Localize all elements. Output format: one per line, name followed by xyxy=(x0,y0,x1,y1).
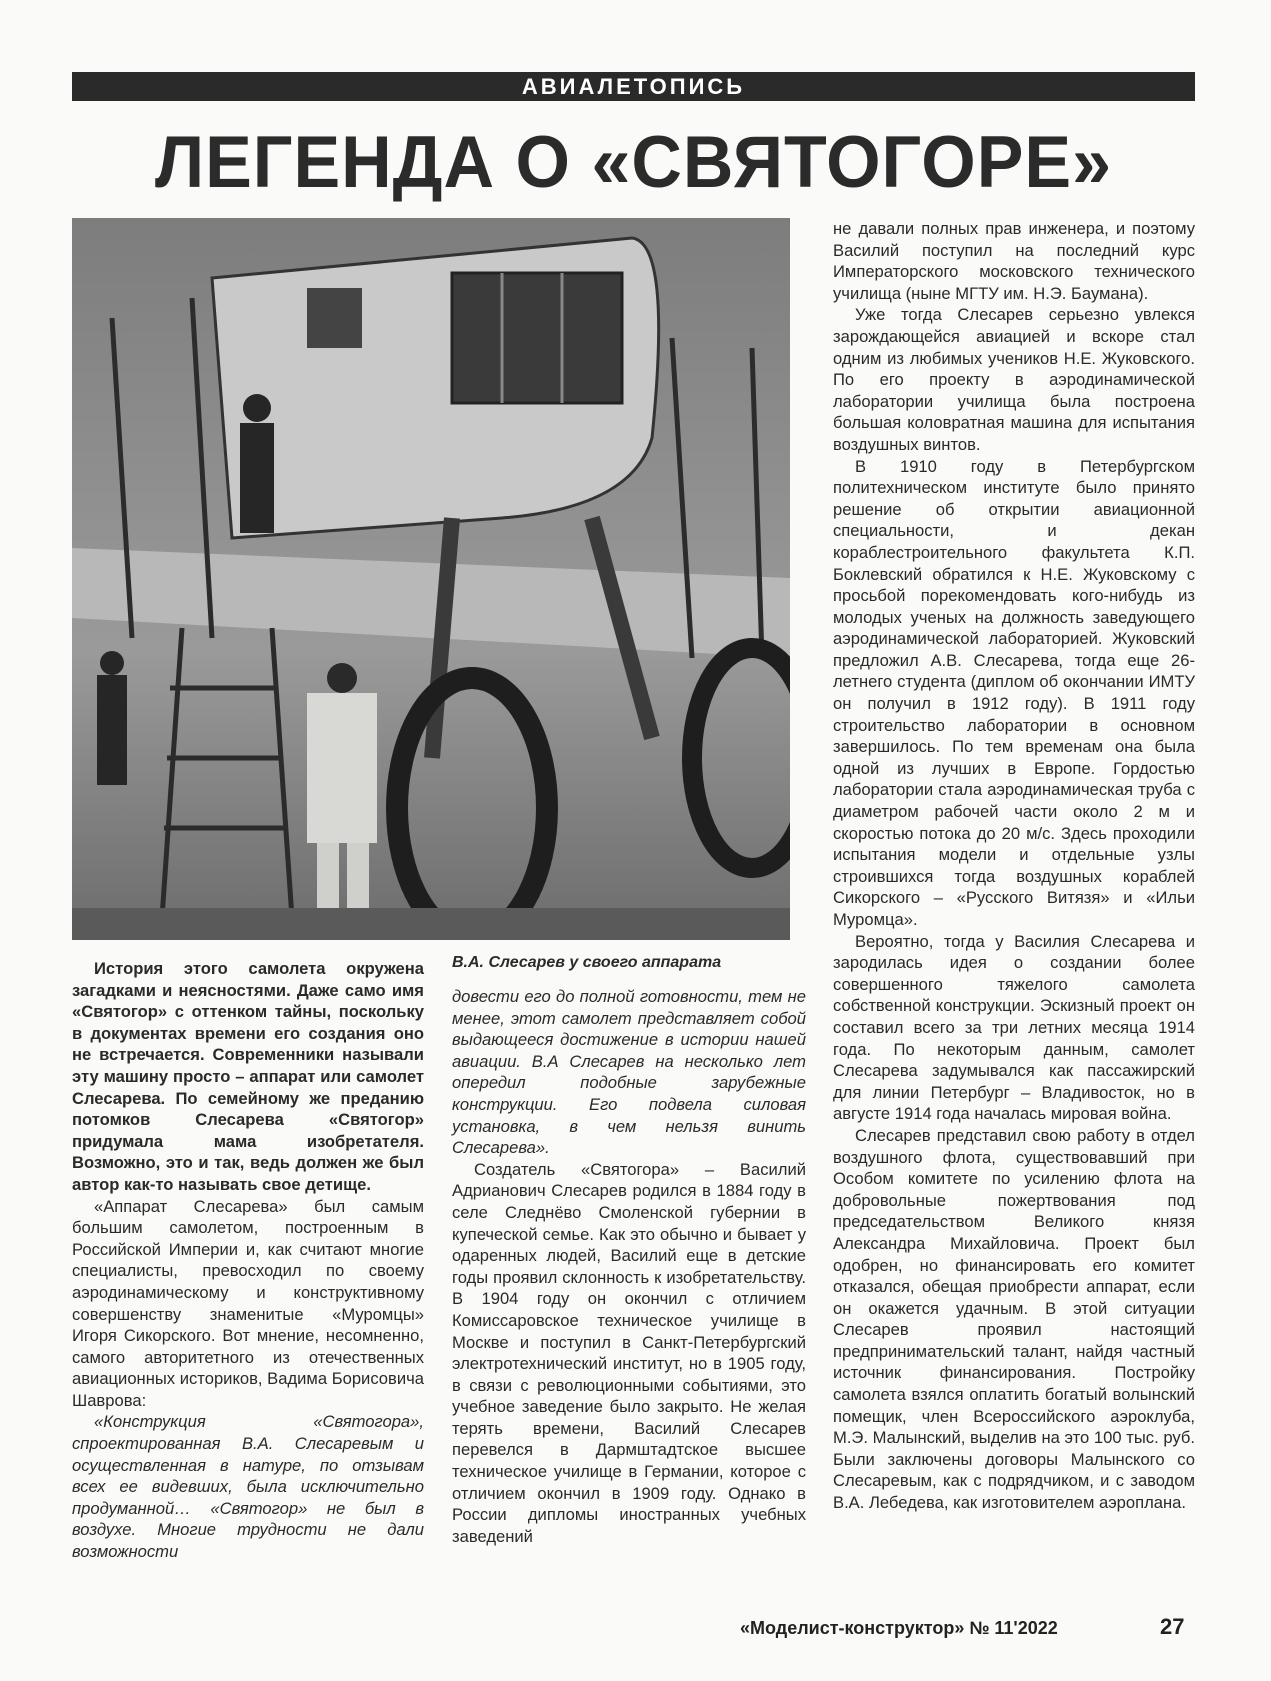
aircraft-photo-illustration xyxy=(72,218,790,940)
paragraph: Вероятно, тогда у Василия Слесарева и зародилась идея о создании более совершенного тяжелого самолета собственной конструкции. Эскизный проект он составил всего за три летних месяца 1914 года. По некоторым данным, самолет Слесарева задумывался как пассажирский для линии Петербург – Владивосток, но в августе 1914 года началась мировая война. xyxy=(833,931,1195,1124)
quote-continued: довести его до полной готовности, тем не менее, этот самолет представляет собой выдающееся достижение в истории нашей авиации. В.А Слесарев на несколько лет опередил подобные зарубежные конструкции. Его подвела силовая установка, в чем нельзя винить Слесарева». xyxy=(452,987,806,1158)
paragraph: «Аппарат Слесарева» был самым большим самолетом, построенным в Российской Империи и, как считают многие специалисты, превосходил по своему аэродинамическому и конструктивному совершенству знаменитые «Муромцы» Игоря Сикорского. Вот мнение, несомненно, самого авторитетного из отечественных авиационных историков, Вадима Борисовича Шаврова: xyxy=(72,1196,424,1410)
column-1 xyxy=(72,958,424,1563)
magazine-issue: «Моделист-конструктор» № 11'2022 xyxy=(740,1618,1058,1638)
paragraph: не давали полных прав инженера, и поэтому Василий поступил на последний курс Императорского московского технического училища (ныне МГТУ им. Н.Э. Баумана). xyxy=(833,219,1195,303)
paragraph: Создатель «Святогора» – Василий Адрианович Слесарев родился в 1884 году в селе Следнёво Смоленской губернии в купеческой семье. Как это обычно и бывает у одаренных людей, Василий еще в детские годы проявил склонность к изобретательству. В 1904 году он окончил с отличием Комиссаровское техническое училище в Москве и поступил в Санкт-Петербургский электротехнический институт, но в 1905 году, в связи с революционными событиями, это учебное заведение было закрыто. Не желая терять времени, Василий Слесарев перевелся в Дармштадтское высшее техническое училище в Германии, которое с отличием окончил в 1909 году. Однако в России дипломы иностранных учебных заведений xyxy=(452,1159,806,1546)
section-header: АВИАЛЕТОПИСЬ xyxy=(72,72,1195,101)
paragraph: Уже тогда Слесарев серьезно увлекся зарождающейся авиацией и вскоре стал одним из любимых учеников Н.Е. Жуковского. По его проекту в аэродинамической лаборатории училища была построена большая коловратная машина для испытания воздушных винтов. xyxy=(833,305,1195,454)
photo-caption: В.А. Слесарев у своего аппарата xyxy=(452,954,722,971)
article-title: ЛЕГЕНДА О «СВЯТОГОРЕ» xyxy=(154,121,1113,203)
article-photo xyxy=(72,218,790,940)
paragraph: В 1910 году в Петербургском политехническом институте было принято решение об открытии авиационной специальности, и декан кораблестроительного факультета К.П. Боклевский обратился к Н.Е. Жуковскому с просьбой порекомендовать кого-нибудь из молодых ученых на должность заведующего аэродинамической лабораторией. Жуковский предложил А.В. Слесарева, тогда еще 26-летнего студента (диплом об окончании ИМТУ он получил в 1912 году). В 1911 году строительство лаборатории в основном завершилось. По тем временам она была одной из лучших в Европе. Гордостью лаборатории стала аэродинамическая труба с диаметром рабочей части около 2 м и скоростью потока до 20 м/с. Здесь проходили испытания модели и отдельные узлы строившихся тогда воздушных кораблей Сикорского – «Русского Витязя» и «Ильи Муромца». xyxy=(833,456,1195,929)
article-lead: История этого самолета окружена загадками и неясностями. Даже само имя «Святогор» с оттенком тайны, поскольку в документах времени его создания оно не встречается. Современники называли эту машину просто – аппарат или самолет Слесарева. По семейному же преданию потомков Слесарева «Святогор» придумала мама изобретателя. Возможно, это и так, ведь должен же был автор как-то называть свое детище. xyxy=(72,959,424,1194)
page-number: 27 xyxy=(1160,1614,1185,1639)
column-3 xyxy=(833,218,1195,1514)
quote: «Конструкция «Святогора», спроектированная В.А. Слесаревым и осуществленная в натуре, по отзывам всех ее видевших, была исключительно продуманной… «Святогор» не был в воздухе. Многие трудности не дали возможности xyxy=(72,1412,424,1562)
paragraph: Слесарев представил свою работу в отдел воздушного флота, существовавший при Особом комитете по усилению флота на добровольные пожертвования под председательством Великого князя Александра Михайловича. Проект был одобрен, но финансировать его комитет отказался, обещая приобрести аппарат, если он окажется удачным. В этой ситуации Слесарев проявил настоящий предпринимательский талант, найдя частный источник финансирования. Постройку самолета взялся оплатить богатый волынский помещик, член Всероссийского аэроклуба, М.Э. Малынский, выделив на это 100 тыс. руб. Были заключены договоры Малынского со Слесаревым, как с подрядчиком, и с заводом В.А. Лебедева, как изготовителем аэроплана. xyxy=(833,1125,1195,1513)
column-2 xyxy=(452,986,806,1547)
